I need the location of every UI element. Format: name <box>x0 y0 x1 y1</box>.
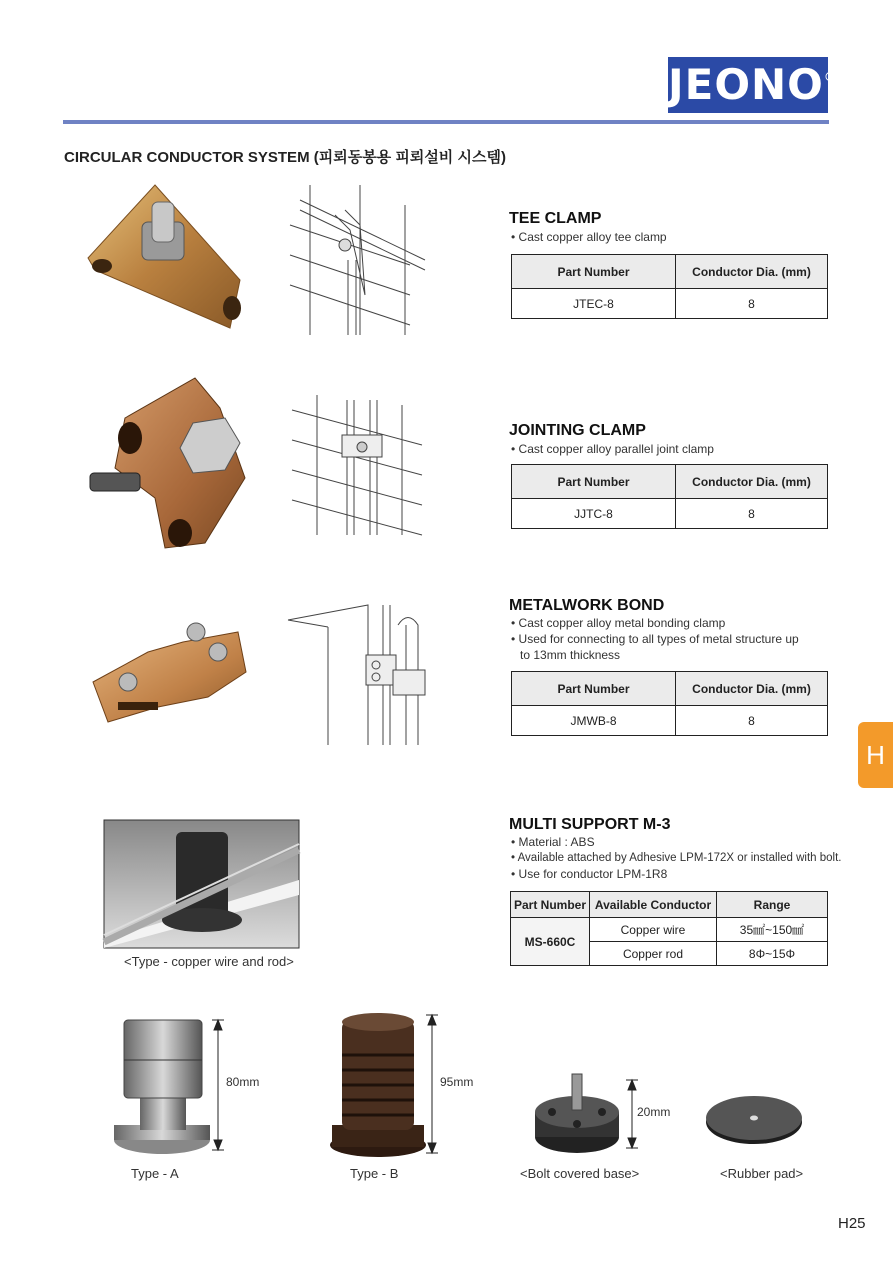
jointing-clamp-diagram <box>292 395 427 540</box>
metalwork-bond-bullet: to 13mm thickness <box>520 648 621 662</box>
bolt-base-label: <Bolt covered base> <box>520 1166 640 1181</box>
metalwork-bond-photo <box>88 612 263 727</box>
multi-support-photo <box>104 820 299 948</box>
jointing-clamp-photo <box>85 378 255 563</box>
table-cell: 8 <box>676 499 828 529</box>
multi-support-bullet: • Material : ABS <box>511 835 595 849</box>
type-a-dimension <box>212 1018 224 1152</box>
table-header: Part Number <box>511 892 590 918</box>
table-cell: JMWB-8 <box>512 706 676 736</box>
table-header: Part Number <box>512 255 676 289</box>
bolt-base-image <box>532 1072 622 1157</box>
type-b-dimension-label: 95mm <box>440 1075 474 1089</box>
table-cell: MS-660C <box>511 918 590 966</box>
type-a-image <box>110 1015 215 1155</box>
table-cell: Copper wire <box>590 918 717 942</box>
multi-support-table <box>510 891 828 966</box>
table-cell: 8Φ~15Φ <box>717 942 828 966</box>
brand-logo: JEONO® <box>668 57 828 113</box>
type-a-dimension-label: 80mm <box>226 1075 260 1089</box>
table-cell: Copper rod <box>590 942 717 966</box>
page-number: H25 <box>838 1215 866 1232</box>
table-header: Range <box>717 892 828 918</box>
rubber-pad-image <box>704 1088 804 1148</box>
jointing-clamp-table <box>511 464 828 529</box>
tee-clamp-table <box>511 254 828 319</box>
metalwork-bond-diagram <box>288 605 433 750</box>
jointing-clamp-bullet: • Cast copper alloy parallel joint clamp <box>511 442 714 456</box>
table-cell: 8 <box>676 706 828 736</box>
multi-support-title: MULTI SUPPORT M-3 <box>509 816 671 833</box>
metalwork-bond-bullet: • Cast copper alloy metal bonding clamp <box>511 616 726 630</box>
header-divider <box>63 120 829 124</box>
bolt-base-dimension-label: 20mm <box>637 1105 671 1119</box>
jointing-clamp-title: JOINTING CLAMP <box>509 422 646 439</box>
photo-caption: <Type - copper wire and rod> <box>124 954 294 969</box>
table-header: Conductor Dia. (mm) <box>676 255 828 289</box>
table-cell: 8 <box>676 289 828 319</box>
metalwork-bond-bullet: • Used for connecting to all types of metal structure up <box>511 632 799 646</box>
page-title: CIRCULAR CONDUCTOR SYSTEM (피뢰동봉용 피뢰설비 시스템) <box>64 149 506 166</box>
table-cell: JJTC-8 <box>512 499 676 529</box>
type-b-image <box>328 1010 428 1158</box>
section-tab: H <box>858 722 893 788</box>
rubber-pad-label: <Rubber pad> <box>720 1166 804 1181</box>
metalwork-bond-title: METALWORK BOND <box>509 597 665 614</box>
table-cell: JTEC-8 <box>512 289 676 319</box>
tee-clamp-photo <box>80 180 255 340</box>
tee-clamp-bullet: • Cast copper alloy tee clamp <box>511 230 667 244</box>
multi-support-bullet: • Available attached by Adhesive LPM-172X or installed with bolt. <box>511 852 842 864</box>
table-header: Available Conductor <box>590 892 717 918</box>
table-header: Conductor Dia. (mm) <box>676 672 828 706</box>
table-cell: 35㎟~150㎟ <box>717 918 828 942</box>
type-a-label: Type - A <box>131 1166 179 1181</box>
table-header: Part Number <box>512 465 676 499</box>
table-header: Part Number <box>512 672 676 706</box>
type-b-label: Type - B <box>350 1166 399 1181</box>
table-header: Conductor Dia. (mm) <box>676 465 828 499</box>
tee-clamp-diagram <box>290 185 430 335</box>
type-b-dimension <box>426 1013 438 1155</box>
tee-clamp-title: TEE CLAMP <box>509 210 602 227</box>
multi-support-bullet: • Use for conductor LPM-1R8 <box>511 867 668 881</box>
metalwork-bond-table <box>511 671 828 736</box>
